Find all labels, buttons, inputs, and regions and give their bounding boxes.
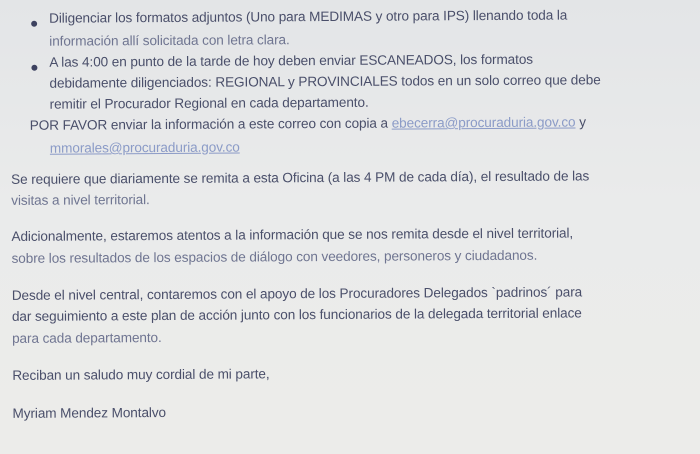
- signature-name: Myriam Mendez Montalvo: [12, 404, 167, 421]
- bullet-2-line-2: debidamente diligenciados: REGIONAL y PROVINCIALES todos en un solo correo que debe: [49, 72, 601, 91]
- bullet-marker: [31, 21, 37, 27]
- paragraph-3-line-3: para cada departamento.: [12, 330, 162, 346]
- paragraph-2-line-2: sobre los resultados de los espacios de diálogo con veedores, personeros y ciudadanos.: [11, 247, 538, 266]
- paragraph-2-line-1: Adicionalmente, estaremos atentos a la información que se nos remita desde el nivel territorial,: [11, 225, 574, 244]
- bullet-1-line-2: información allí solicitada con letra clara.: [49, 32, 290, 49]
- request-prefix: POR FAVOR enviar la información a este correo con copia a: [29, 115, 389, 133]
- request-line-2: [50, 140, 240, 156]
- email-link-secondary[interactable]: mmorales@procuraduria.gov.co: [49, 139, 240, 156]
- bullet-marker: [31, 65, 37, 71]
- bullet-2-line-3: remitir el Procurador Regional en cada departamento.: [49, 94, 369, 112]
- bullet-2-line-1: A las 4:00 en punto de la tarde de hoy deben enviar ESCANEADOS, los formatos: [49, 51, 533, 70]
- paragraph-3-line-1: Desde el nivel central, contaremos con el apoyo de los Procuradores Delegados `padrinos´ para: [11, 284, 583, 303]
- paragraph-1-line-1: Se requiere que diariamente se remita a esta Oficina (a las 4 PM de cada día), el resultado de las: [11, 168, 590, 187]
- paragraph-3-line-2: dar seguimiento a este plan de acción junto con los funcionarios de la delegada territorial enlace: [11, 305, 582, 324]
- closing-line: Reciban un saludo muy cordial de mi parte,: [12, 366, 270, 383]
- request-conjunction: y: [579, 114, 586, 130]
- request-line: [30, 114, 586, 132]
- paragraph-1-line-2: visitas a nivel territorial.: [11, 192, 150, 208]
- bullet-1-line-1: Diligenciar los formatos adjuntos (Uno para MEDIMAS y otro para IPS) llenando toda la: [49, 7, 568, 26]
- email-link-primary[interactable]: ebecerra@procuraduria.gov.co: [391, 114, 576, 131]
